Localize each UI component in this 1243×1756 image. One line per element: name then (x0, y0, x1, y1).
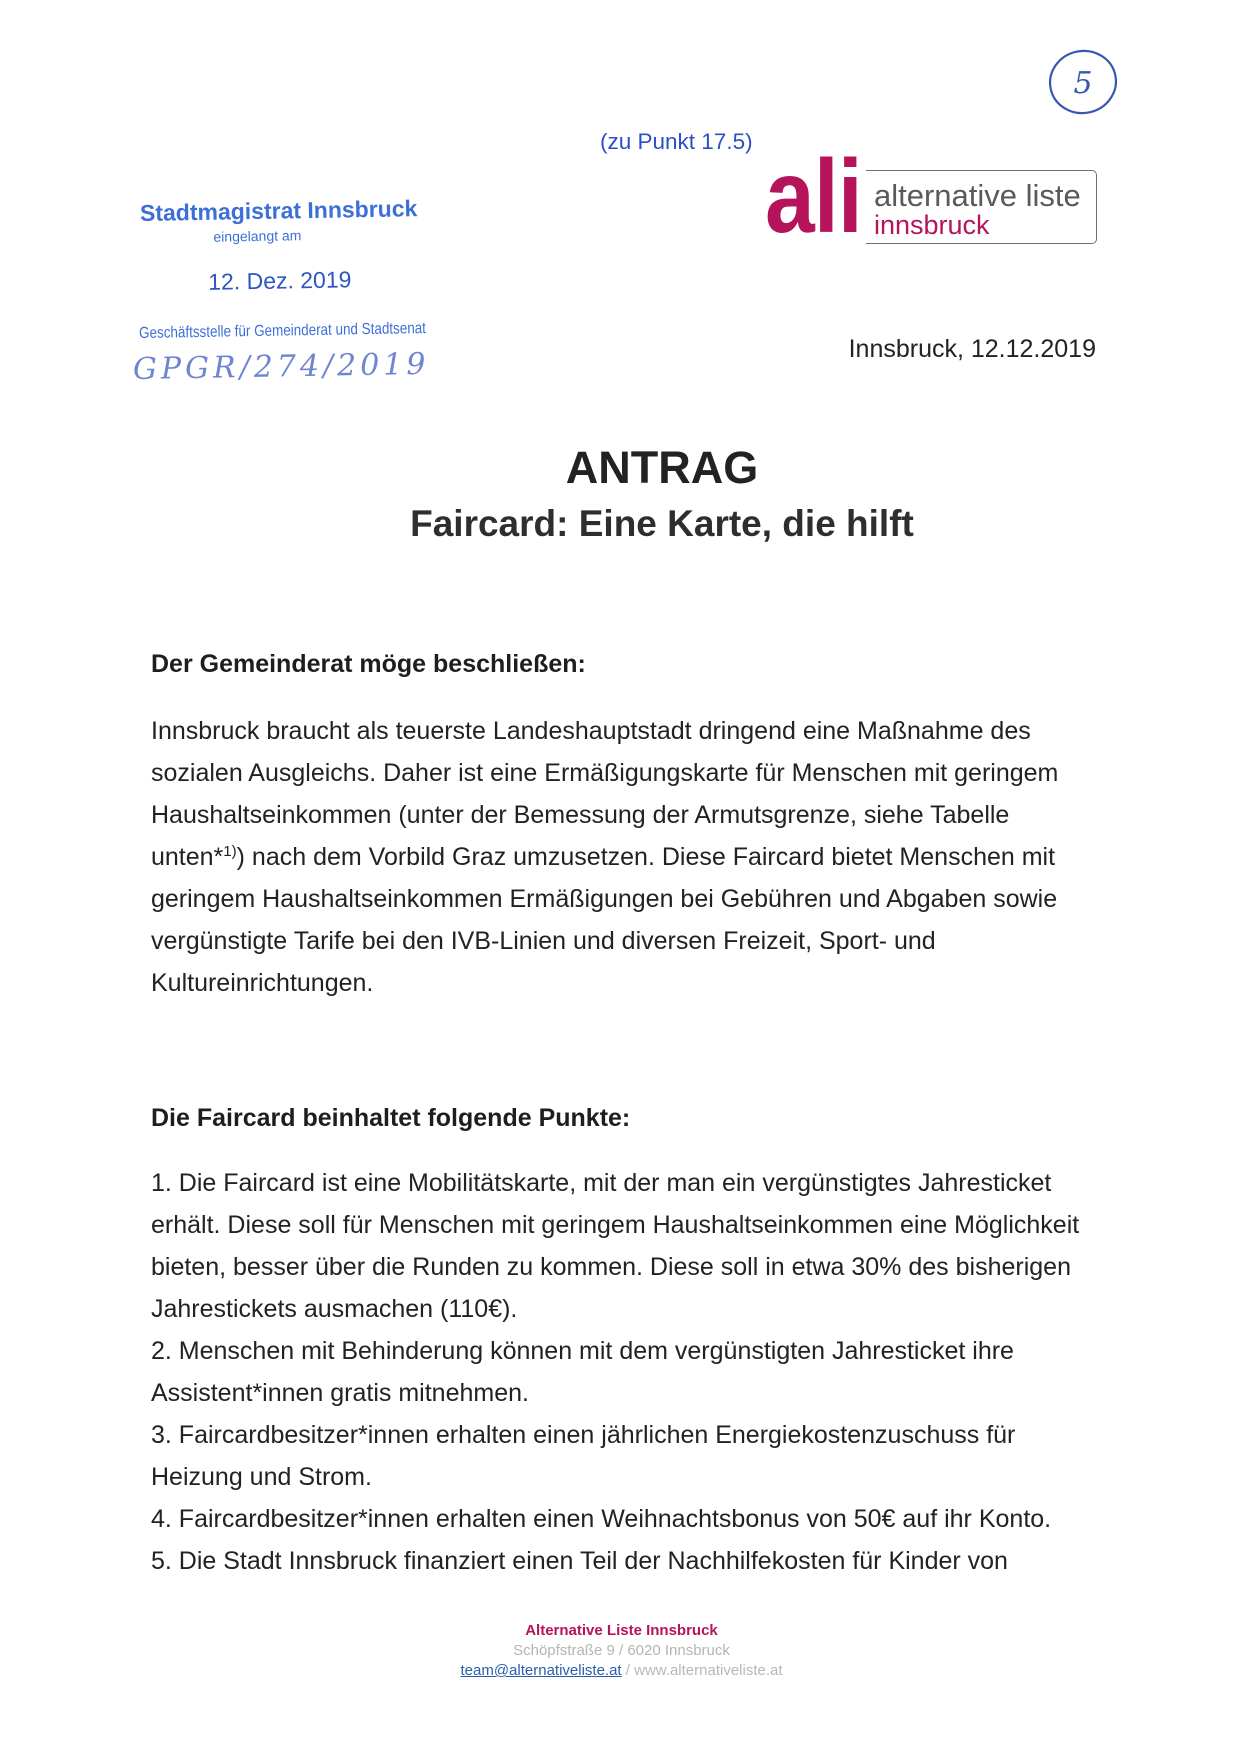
agenda-reference: (zu Punkt 17.5) (600, 129, 753, 154)
footer-address: Schöpfstraße 9 / 6020 Innsbruck (513, 1642, 730, 1659)
faircard-points-list (151, 1162, 1079, 1582)
handwritten-file-number: GPGR/274/2019 (132, 346, 430, 387)
paragraph-line: sozialen Ausgleichs. Daher ist eine Ermäßigungskarte für Menschen mit geringem (151, 759, 1059, 787)
paragraph-line: geringem Haushaltseinkommen Ermäßigungen bei Gebühren und Abgaben sowie (151, 885, 1058, 913)
email-link[interactable]: team@alternativeliste.at (460, 1662, 622, 1679)
footer-contact-line (0, 1661, 1243, 1681)
footnote-marker: 1) (223, 843, 237, 860)
list-item-line: 5. Die Stadt Innsbruck finanziert einen Teil der Nachhilfekosten für Kinder von (151, 1547, 1008, 1575)
footer-organization: Alternative Liste Innsbruck (525, 1622, 718, 1639)
document-title: ANTRAG (565, 442, 759, 493)
paragraph-line: Haushaltseinkommen (unter der Bemessung der Armutsgrenze, siehe Tabelle (151, 801, 1010, 829)
points-heading: Die Faircard beinhaltet folgende Punkte: (151, 1104, 631, 1132)
stamp-department: Geschäftsstelle für Gemeinderat und Stadtsenat (138, 320, 427, 343)
list-item-line: 1. Die Faircard ist eine Mobilitätskarte, mit der man ein vergünstigtes Jahresticket (151, 1169, 1052, 1197)
list-item (151, 1414, 1079, 1498)
list-item-line: Jahrestickets ausmachen (110€). (151, 1295, 518, 1323)
list-item-line: Heizung und Strom. (151, 1463, 372, 1491)
footer-separator: / (621, 1662, 635, 1679)
paragraph-text: ) nach dem Vorbild Graz umzusetzen. Diese Faircard bietet Menschen mit (236, 843, 1056, 871)
list-item-line: bieten, besser über die Runden zu kommen. Diese soll in etwa 30% des bisherigen (151, 1253, 1071, 1281)
list-item (151, 1498, 1079, 1540)
page-marker-number: 5 (1073, 66, 1093, 101)
list-item (151, 1540, 1079, 1582)
paragraph-line: Kultureinrichtungen. (151, 969, 374, 997)
list-item-line: 2. Menschen mit Behinderung können mit dem vergünstigten Jahresticket ihre (151, 1337, 1014, 1365)
letterhead-footer (0, 1621, 1243, 1681)
paragraph-text: unten* (151, 843, 224, 871)
logo-wordmark-line2: innsbruck (874, 210, 990, 240)
list-item (151, 1330, 1079, 1414)
motion-paragraph (151, 710, 1058, 1004)
receipt-stamp (120, 185, 453, 351)
paragraph-line: vergünstigte Tarife bei den IVB-Linien und diversen Freizeit, Sport- und (151, 927, 936, 955)
logo-wordmark-box (866, 170, 1097, 244)
stamp-office: Stadtmagistrat Innsbruck (139, 195, 418, 226)
paragraph-line (151, 836, 1058, 878)
circled-page-marker (1043, 42, 1123, 122)
logo-wordmark-line1: alternative liste (874, 178, 1081, 213)
logo-mark: ali (765, 139, 862, 255)
list-item-line: erhält. Diese soll für Menschen mit geringem Haushaltseinkommen eine Möglichkeit (151, 1211, 1080, 1239)
list-item-line: 3. Faircardbesitzer*innen erhalten einen jährlichen Energiekostenzuschuss für (151, 1421, 1016, 1449)
place-date: Innsbruck, 12.12.2019 (848, 335, 1096, 363)
list-item (151, 1162, 1079, 1330)
stamp-received-label: eingelangt am (213, 227, 302, 245)
list-item-line: Assistent*innen gratis mitnehmen. (151, 1379, 529, 1407)
document-subtitle: Faircard: Eine Karte, die hilft (410, 503, 914, 544)
stamp-received-date: 12. Dez. 2019 (207, 266, 352, 295)
motion-heading: Der Gemeinderat möge beschließen: (151, 650, 586, 678)
paragraph-line: Innsbruck braucht als teuerste Landeshauptstadt dringend eine Maßnahme des (151, 717, 1031, 745)
footer-website: www.alternativeliste.at (634, 1662, 783, 1679)
list-item-line: 4. Faircardbesitzer*innen erhalten einen Weihnachtsbonus von 50€ auf ihr Konto. (151, 1505, 1052, 1533)
